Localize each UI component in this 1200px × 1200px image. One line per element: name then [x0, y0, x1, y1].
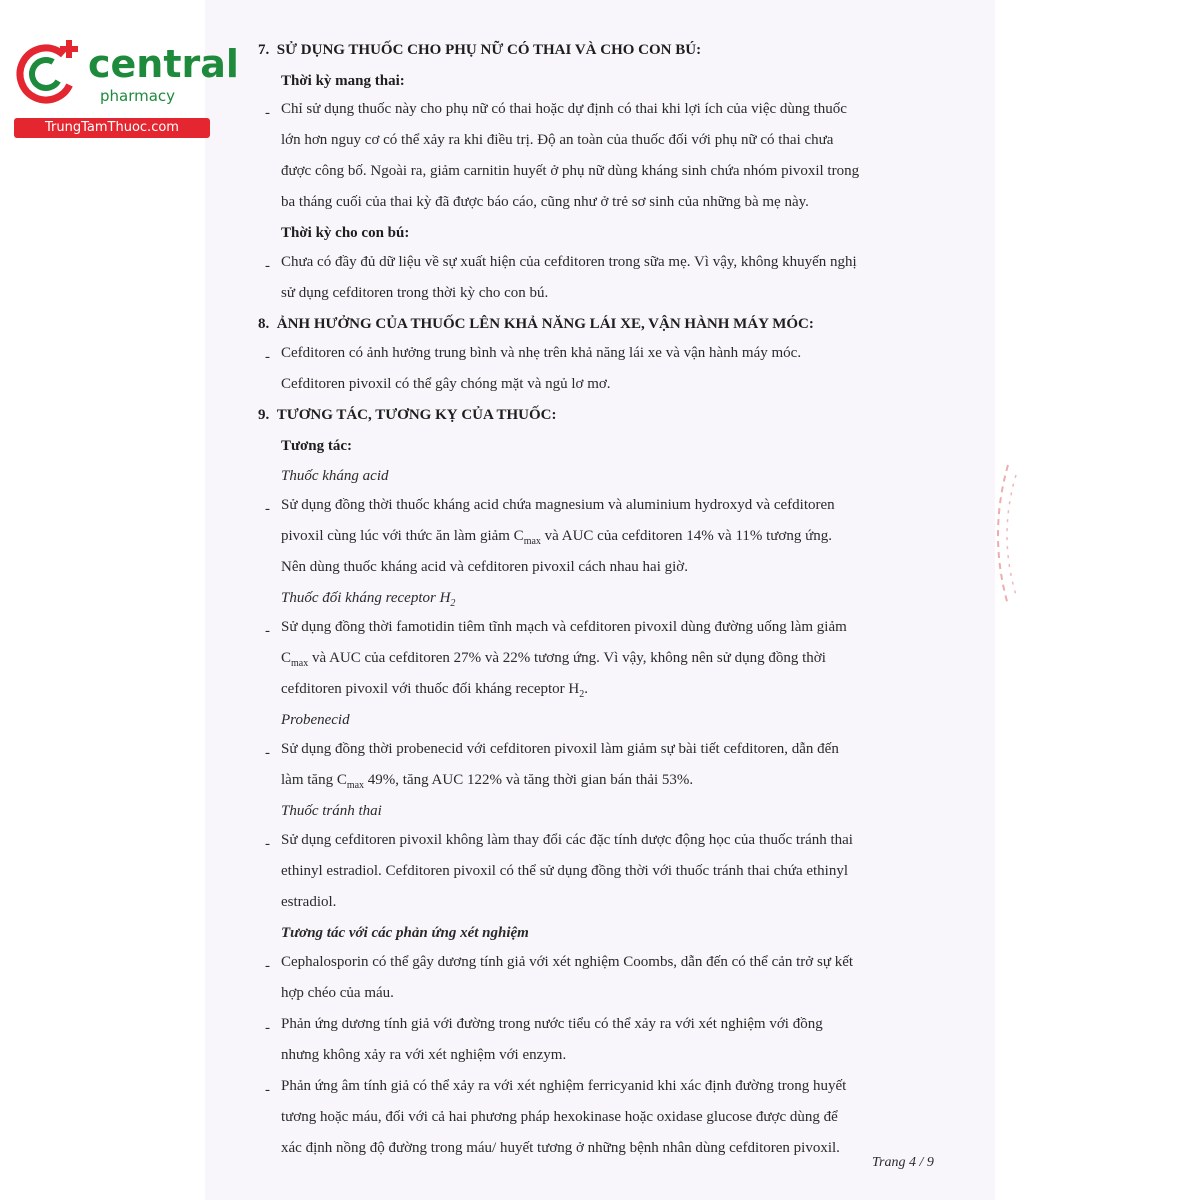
bullet-marker: - [265, 349, 270, 365]
bullet-marker: - [265, 501, 270, 517]
text-run: Thuốc đối kháng receptor H [281, 590, 451, 606]
bullet-marker: - [265, 836, 270, 852]
bullet-marker: - [265, 105, 270, 121]
text-run: làm tăng C [281, 772, 347, 788]
bullet-marker: - [265, 1020, 270, 1036]
text-line: tương hoặc máu, đối với cả hai phương pháp hexokinase hoặc oxidase glucose được dùng để [281, 1109, 838, 1125]
text-line: xác định nồng độ đường trong máu/ huyết tương ở những bệnh nhân dùng cefditoren pivoxil. [281, 1140, 840, 1156]
subscript: 2 [579, 689, 585, 700]
group-title-lab-tests: Tương tác với các phản ứng xét nghiệm [281, 925, 529, 941]
text-line-cmax [281, 770, 693, 796]
bullet-marker: - [265, 958, 270, 974]
page-number: Trang 4 / 9 [872, 1155, 934, 1170]
text-line: Sử dụng cefditoren pivoxil không làm thay đổi các đặc tính dược động học của thuốc tránh thai [281, 832, 853, 848]
section-7-heading: 7. SỬ DỤNG THUỐC CHO PHỤ NỮ CÓ THAI VÀ CHO CON BÚ: [258, 42, 702, 58]
text-line: Cefditoren pivoxil có thể gây chóng mặt và ngủ lơ mơ. [281, 376, 611, 392]
text-line: Chỉ sử dụng thuốc này cho phụ nữ có thai hoặc dự định có thai khi lợi ích của việc dùng thuốc [281, 101, 847, 117]
text-line: Sử dụng đồng thời famotidin tiêm tĩnh mạch và cefditoren pivoxil dùng đường uống làm giảm [281, 619, 847, 635]
text-run: . [584, 681, 589, 697]
subscript: max [291, 658, 309, 669]
text-line: lớn hơn nguy cơ có thể xảy ra khi điều trị. Độ an toàn của thuốc đối với phụ nữ có thai chưa [281, 132, 834, 148]
group-title-probenecid: Probenecid [281, 712, 350, 728]
group-title-antacid: Thuốc kháng acid [281, 468, 389, 484]
subscript: 2 [450, 598, 456, 609]
section-7-sub-pregnancy: Thời kỳ mang thai: [281, 73, 405, 89]
text-run: pivoxil cùng lúc với thức ăn làm giảm C [281, 528, 524, 544]
text-line: Nên dùng thuốc kháng acid và cefditoren pivoxil cách nhau hai giờ. [281, 559, 688, 575]
subscript: max [523, 536, 541, 547]
text-line: ethinyl estradiol. Cefditoren pivoxil có thể sử dụng đồng thời với thuốc tránh thai chứa ethinyl [281, 863, 849, 879]
text-run: C [281, 650, 292, 666]
subscript: max [346, 780, 365, 791]
text-run: và AUC của cefditoren 27% và 22% tương ứng. Vì vậy, không nên sử dụng đồng thời [308, 650, 826, 666]
text-line-cmax [281, 648, 826, 674]
logo-banner: TrungTamThuoc.com [14, 118, 210, 138]
text-line: Cefditoren có ảnh hưởng trung bình và nhẹ trên khả năng lái xe và vận hành máy móc. [281, 345, 802, 361]
text-line: Chưa có đầy đủ dữ liệu về sự xuất hiện của cefditoren trong sữa mẹ. Vì vậy, không khuyến nghị [281, 254, 857, 270]
logo-subtitle: pharmacy [100, 87, 176, 105]
text-line: Cephalosporin có thể gây dương tính giả với xét nghiệm Coombs, dẫn đến có thể cản trở sự kết [281, 954, 854, 970]
section-9-heading: 9. TƯƠNG TÁC, TƯƠNG KỴ CỦA THUỐC: [258, 407, 557, 423]
logo-wordmark: central [88, 42, 239, 86]
text-line: hợp chéo của máu. [281, 985, 394, 1001]
text-run: cefditoren pivoxil với thuốc đối kháng receptor H [281, 681, 580, 697]
text-run: 49%, tăng AUC 122% và tăng thời gian bán thải 53%. [364, 772, 694, 788]
text-line: estradiol. [281, 894, 337, 910]
central-logo-icon [12, 36, 84, 108]
stamp-mark [978, 455, 1018, 615]
bullet-marker: - [265, 745, 270, 761]
section-7-sub-breastfeeding: Thời kỳ cho con bú: [281, 225, 410, 241]
text-line: nhưng không xảy ra với xét nghiệm với enzym. [281, 1047, 567, 1063]
section-8-heading: 8. ẢNH HƯỞNG CỦA THUỐC LÊN KHẢ NĂNG LÁI XE, VẬN HÀNH MÁY MÓC: [258, 316, 814, 332]
text-line: Phản ứng âm tính giả có thể xảy ra với xét nghiệm ferricyanid khi xác định đường trong huyết [281, 1078, 847, 1094]
text-run: và AUC của cefditoren 14% và 11% tương ứng. [540, 528, 832, 544]
bullet-marker: - [265, 258, 270, 274]
bullet-marker: - [265, 1082, 270, 1098]
text-line: Sử dụng đồng thời thuốc kháng acid chứa magnesium và aluminium hydroxyd và cefditoren [281, 497, 835, 513]
text-line: sử dụng cefditoren trong thời kỳ cho con bú. [281, 285, 549, 301]
central-pharmacy-logo [8, 36, 239, 136]
section-9-sub-interactions: Tương tác: [281, 438, 353, 454]
text-line: được công bố. Ngoài ra, giảm carnitin huyết ở phụ nữ dùng kháng sinh chứa nhóm pivoxil trong [281, 163, 860, 179]
text-line [281, 679, 588, 705]
text-line: ba tháng cuối của thai kỳ đã được báo cáo, cũng như ở trẻ sơ sinh của những bà mẹ này. [281, 194, 809, 210]
text-line-cmax [281, 526, 832, 552]
text-line: Phản ứng dương tính giả với đường trong nước tiểu có thể xảy ra với xét nghiệm với đồng [281, 1016, 823, 1032]
bullet-marker: - [265, 623, 270, 639]
text-line: Sử dụng đồng thời probenecid với cefditoren pivoxil làm giảm sự bài tiết cefditoren, dẫn đến [281, 741, 839, 757]
group-title-contraceptive: Thuốc tránh thai [281, 803, 382, 819]
group-title-h2-antagonist [281, 588, 455, 614]
